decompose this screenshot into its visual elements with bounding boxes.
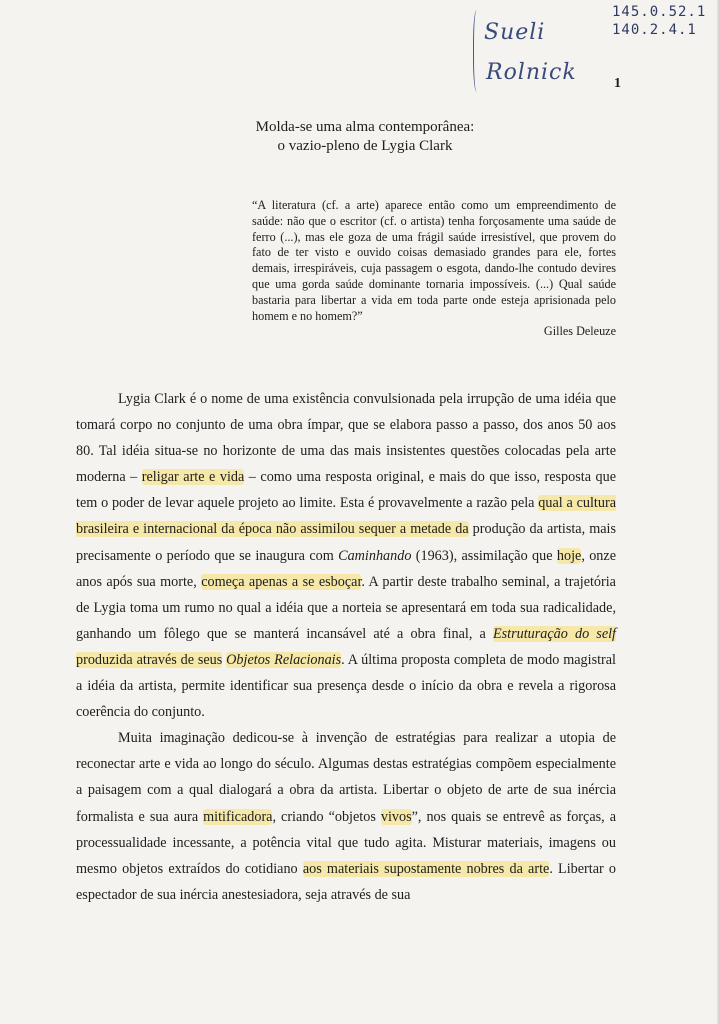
title-line-1: Molda-se uma alma contemporânea: xyxy=(255,119,475,135)
highlighted-text: aos materiais supostamente nobres da arte xyxy=(302,860,550,877)
italic-text: Caminhando xyxy=(338,547,412,564)
page-number: 1 xyxy=(614,76,621,91)
highlighted-text: hoje xyxy=(556,547,582,564)
highlighted-text: qual a cultura brasileira e internacional da época não assimilou sequer a metade da xyxy=(76,495,616,538)
highlighted-text: religar arte e vida xyxy=(141,469,245,486)
text-run: . A última proposta completa de modo magistral a idéia da artista, permite identificar sua presença desde o início da obra e revela a rigorosa coerência do conjunto. xyxy=(76,651,616,721)
text-run: Lygia Clark é o nome de uma existência convulsionada pela irrupção de uma idéia que tomará corpo no conjunto de uma obra ímpar, que se elabora passo a passo, dos anos 50 aos 80. Tal idéia situa-se no horizonte de uma das mais insistentes questões colocadas pela arte moderna – xyxy=(76,391,616,486)
epigraph-quote: “A literatura (cf. a arte) aparece então como um empreendimento de saúde: não que o escritor (cf. o artista) tenha forçosamente uma saúde de ferro (...), mas ele goza de uma frágil saúde irresistível, que provem do fato de ter visto e ouvido coisas demasiado grandes para ele, fortes demais, irrespiráveis, cuja passagem o esgota, dando-lhe contudo devires que uma gorda saúde dominante tornaria impossíveis. (...) Qual saúde bastaria para libertar a vida em toda parte onde esteja aprisionada pelo homem e no homem?” xyxy=(252,198,616,323)
handwritten-name-last: Rolnick xyxy=(486,60,577,85)
text-run: produção da artista, mais precisamente o período que se inaugura com xyxy=(76,521,616,564)
text-run: . A partir deste trabalho seminal, a trajetória de Lygia toma um rumo no qual a idéia que a norteia se apresentará em toda sua radicalidade, ganhando um fôlego que se manterá incansável até a obra final, a xyxy=(76,573,616,642)
highlighted-italic-text: Estruturação do self xyxy=(492,625,616,642)
highlighted-text: produzida através de seus xyxy=(76,651,223,668)
epigraph-author: Gilles Deleuze xyxy=(543,324,616,339)
text-run: (1963), assimilação que xyxy=(411,547,557,564)
text-run: – como uma resposta original, e mais do que isso, resposta que tem o poder de levar aquele projeto ao limite. Esta é provavelmente a razão pela xyxy=(76,469,616,512)
highlighted-text: começa apenas a se esboçar xyxy=(201,573,362,590)
handwritten-ref-code-1: 145.0.52.1 xyxy=(612,4,707,20)
epigraph xyxy=(252,198,616,340)
title-line-2: o vazio-pleno de Lygia Clark xyxy=(277,138,453,154)
text-run: ”, nos quais se entrevê as forças, a processualidade incessante, a potência vital que tudo agita. Misturar materiais, imagens ou mesmo objetos extraídos do cotidiano xyxy=(76,808,616,877)
paragraph-1 xyxy=(76,386,616,725)
highlighted-text: mitificadora xyxy=(203,808,273,825)
highlighted-italic-text: Objetos Relacionais xyxy=(226,651,342,668)
paragraph-2 xyxy=(76,725,616,908)
document-title xyxy=(220,118,510,156)
handwritten-bracket xyxy=(473,10,482,92)
highlighted-text: vivos xyxy=(380,808,412,825)
text-run: , onze anos após sua morte, xyxy=(76,547,616,590)
body-text xyxy=(76,386,616,908)
handwritten-ref-code-2: 140.2.4.1 xyxy=(612,22,697,38)
handwritten-name-first: Sueli xyxy=(484,20,546,45)
text-run: , criando “objetos xyxy=(272,808,381,825)
text-run: Muita imaginação dedicou-se à invenção de estratégias para realizar a utopia de reconectar arte e vida ao longo do século. Algumas destas estratégias compõem especialmente a paisagem com a qual dialogará a obra da artista. Libertar o objeto de arte de sua inércia formalista e sua aura xyxy=(76,730,616,825)
text-run: . Libertar o espectador de sua inércia anestesiadora, seja através de sua xyxy=(76,860,617,903)
